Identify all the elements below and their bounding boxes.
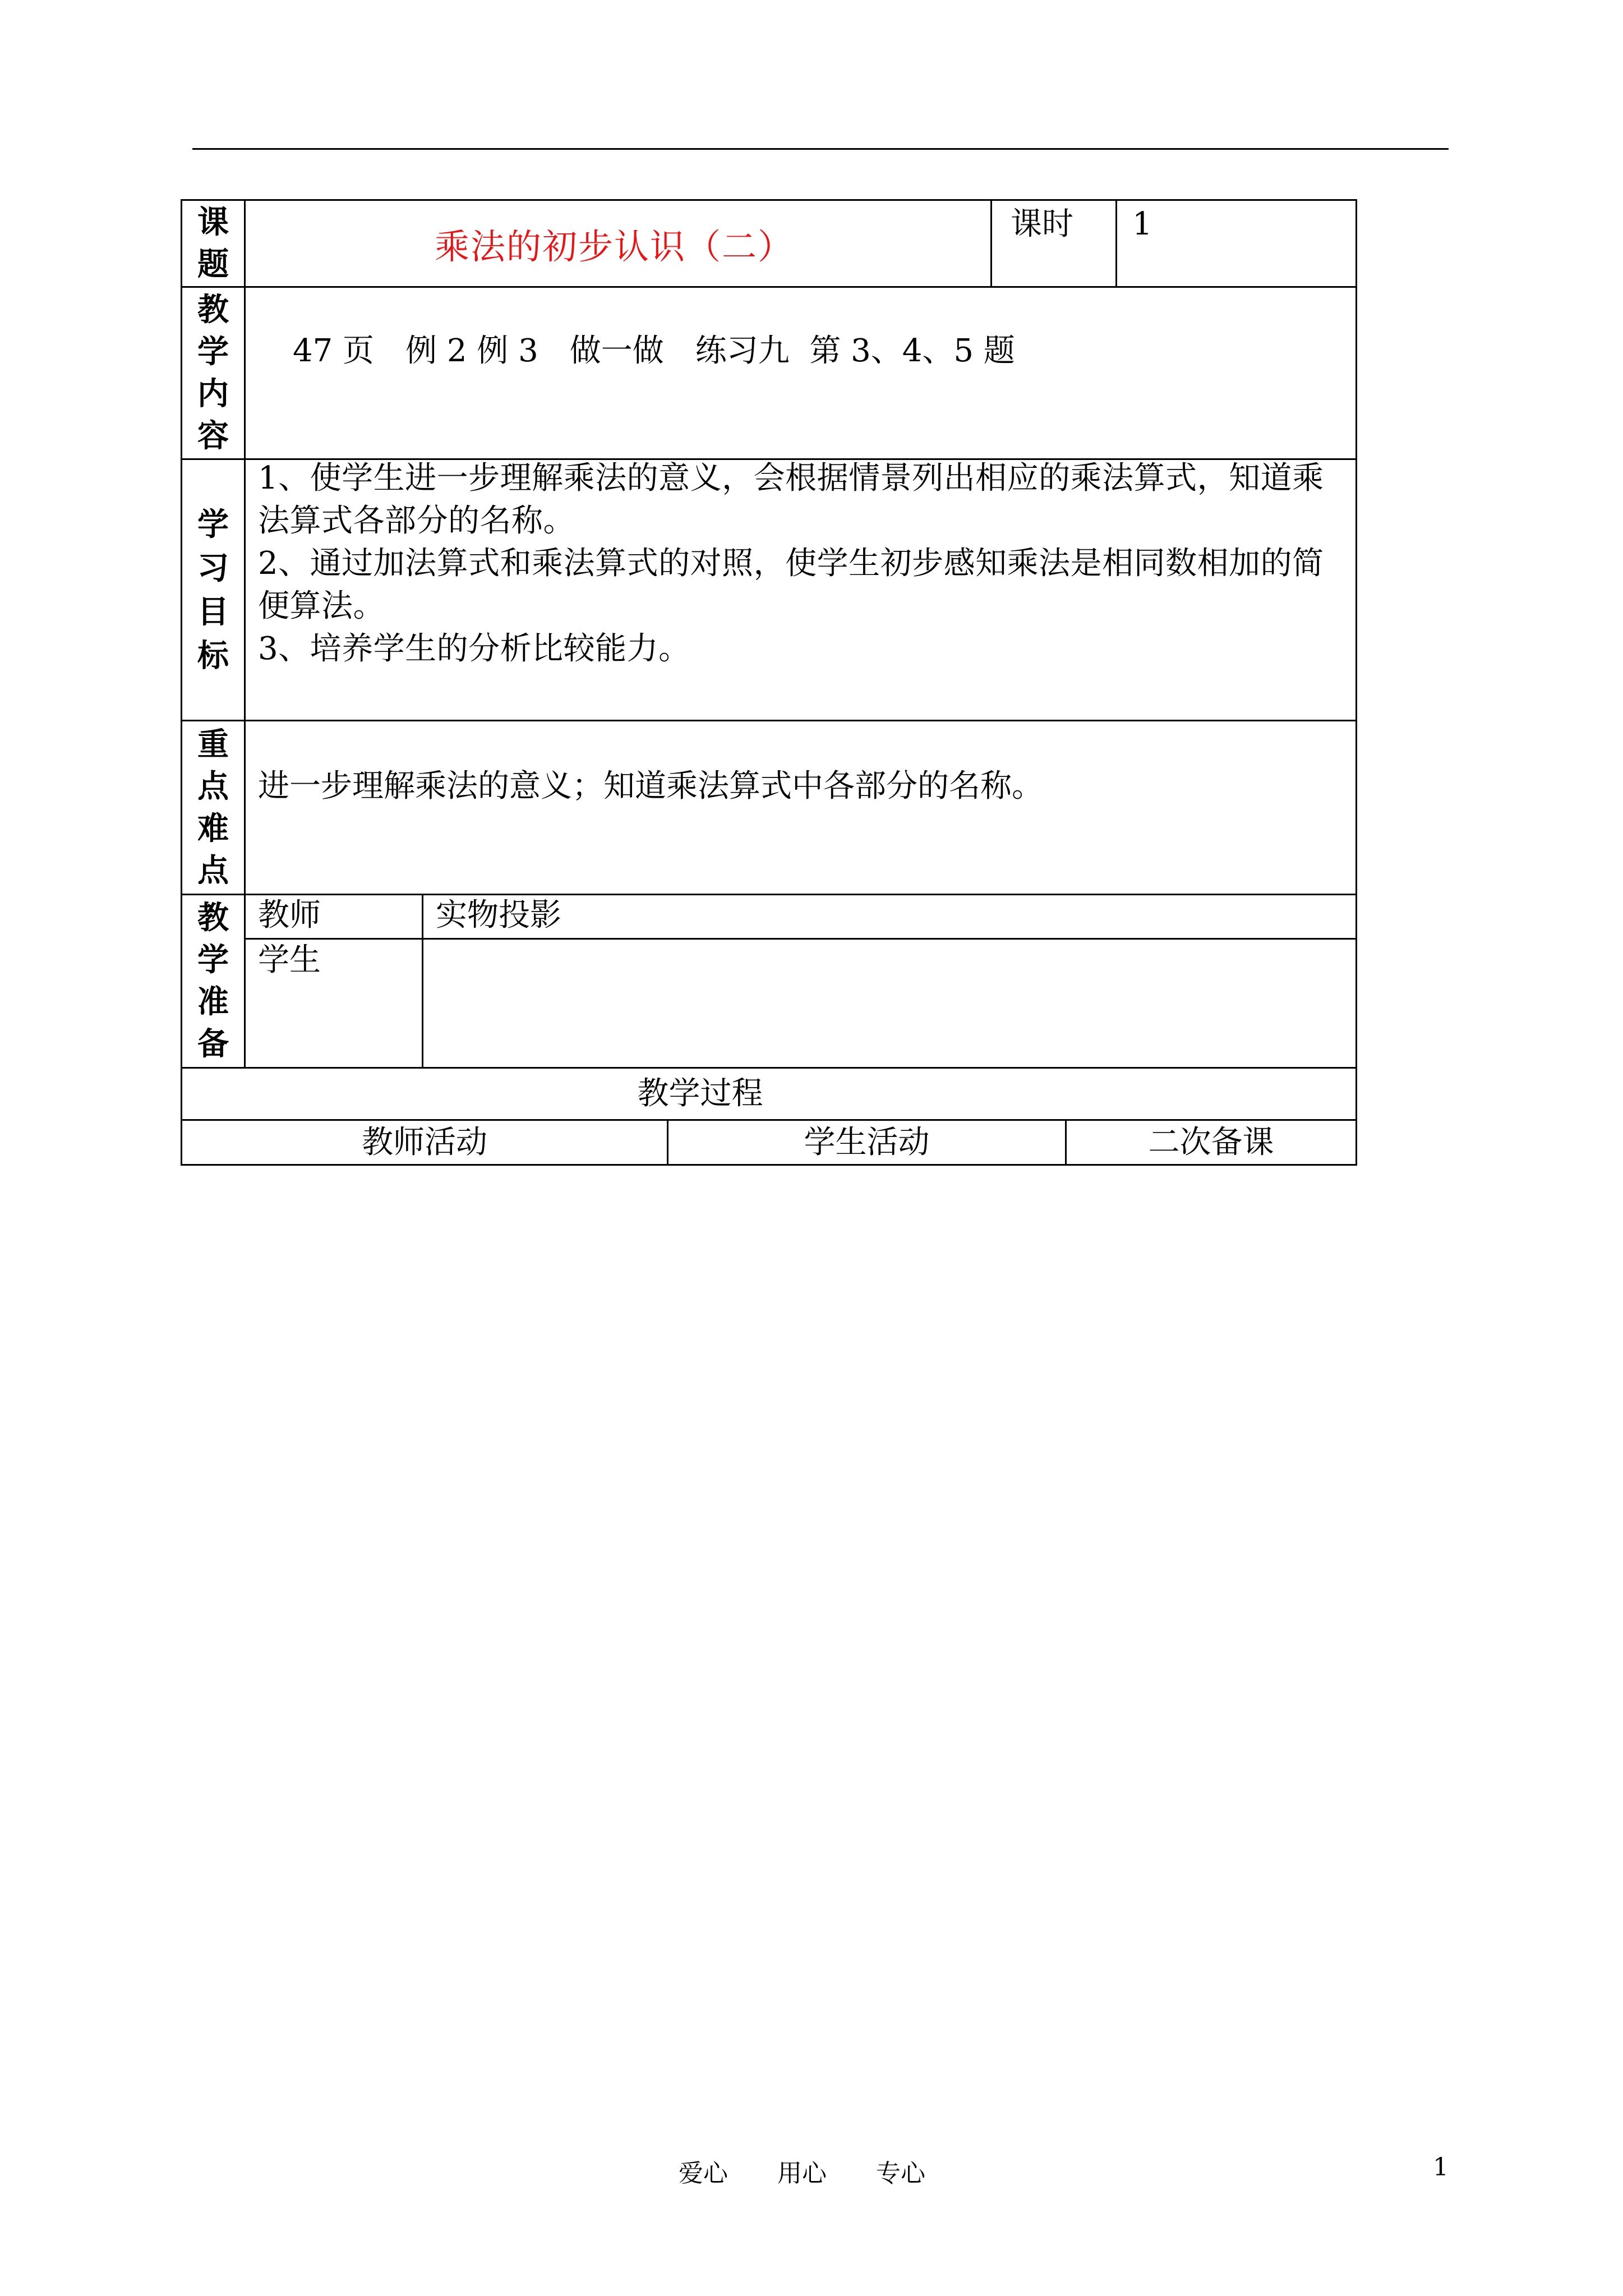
process-heading-cell xyxy=(182,1069,1355,1119)
prep-label: 教学准备 xyxy=(197,899,229,1062)
col-second-prep-label: 二次备课 xyxy=(1148,1124,1274,1161)
title-label-cell xyxy=(182,201,244,286)
student-label: 学生 xyxy=(258,942,321,978)
column-divider xyxy=(422,894,423,1069)
period-value: 1 xyxy=(1132,206,1152,242)
table-border-right xyxy=(1355,199,1357,1166)
lesson-plan-table xyxy=(181,199,1357,1166)
goal-item: 1、使学生进一步理解乘法的意义，会根据情景列出相应的乘法算式，知道乘法算式各部分的名称。 xyxy=(258,460,1324,539)
table-border-bottom xyxy=(181,1164,1357,1166)
goals-label-cell xyxy=(182,460,244,720)
title-label: 课题 xyxy=(197,204,229,283)
col-teacher-activity-label: 教师活动 xyxy=(362,1124,487,1161)
keypoints-label: 重点难点 xyxy=(197,725,229,889)
lesson-title: 乘法的初步认识（二） xyxy=(435,226,794,267)
title-cell xyxy=(246,201,990,286)
period-label: 课时 xyxy=(1011,206,1073,242)
row-divider xyxy=(245,938,1357,940)
prep-label-cell xyxy=(182,895,244,1067)
page-number: 1 xyxy=(1433,2153,1449,2182)
col-student-activity xyxy=(668,1121,1065,1164)
content-label: 教学内容 xyxy=(197,291,229,454)
row-divider xyxy=(181,286,1357,288)
keypoints-text: 进一步理解乘法的意义；知道乘法算式中各部分的名称。 xyxy=(258,768,1043,804)
teacher-materials: 实物投影 xyxy=(436,897,561,933)
goal-item: 2、通过加法算式和乘法算式的对照，使学生初步感知乘法是相同数相加的简便算法。 xyxy=(258,545,1324,624)
content-label-cell xyxy=(182,288,244,458)
goals-label: 学习目标 xyxy=(197,505,229,674)
column-divider xyxy=(244,199,246,1069)
row-divider xyxy=(181,894,1357,895)
col-student-activity-label: 学生活动 xyxy=(804,1124,930,1161)
teacher-label: 教师 xyxy=(258,897,321,933)
keypoints-label-cell xyxy=(182,721,244,894)
process-heading: 教学过程 xyxy=(637,1075,763,1112)
footer-motto: 爱心 用心 专心 xyxy=(679,2159,925,2188)
col-second-prep xyxy=(1067,1121,1355,1164)
goal-item: 3、培养学生的分析比较能力。 xyxy=(258,631,690,667)
row-divider xyxy=(181,720,1357,721)
goals-list xyxy=(258,457,1349,670)
column-divider xyxy=(1115,199,1117,288)
lesson-content: 47 页 例 2 例 3 做一做 练习九 第 3、4、5 题 xyxy=(293,333,1015,369)
col-teacher-activity xyxy=(182,1121,667,1164)
column-divider xyxy=(990,199,992,288)
header-rule xyxy=(192,148,1449,150)
